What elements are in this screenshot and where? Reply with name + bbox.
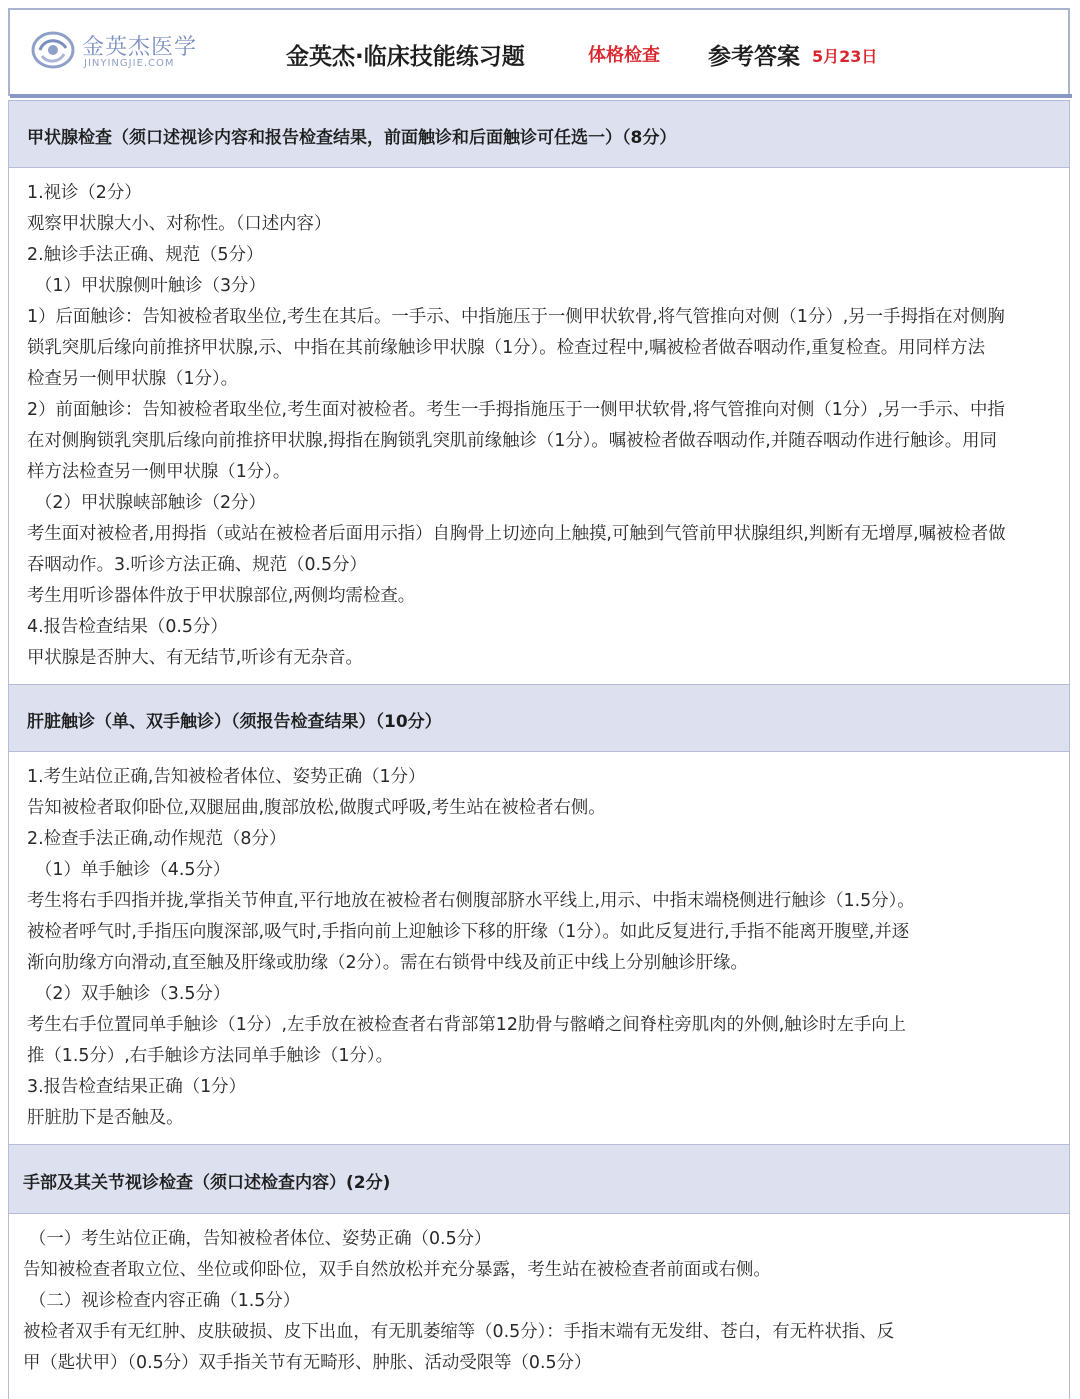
logo-icon	[30, 30, 76, 70]
section-title: 甲状腺检查（须口述视诊内容和报告检查结果，前面触诊和后面触诊可任选一）（8分）	[27, 128, 677, 148]
logo-subtext: JINYINGJIE.COM	[84, 58, 175, 69]
text-line: 被检者呼气时,手指压向腹深部,吸气时,手指向前上迎触诊下移的肝缘（1分）。如此反复进行,手指不能离开腹壁,并逐	[27, 922, 910, 942]
text-line: 样方法检查另一侧甲状腺（1分）。	[27, 462, 291, 482]
text-line: 1.视诊（2分）	[27, 183, 142, 203]
text-line: （二）视诊检查内容正确（1.5分）	[29, 1291, 301, 1311]
brand-logo	[30, 28, 210, 78]
text-line: 甲状腺是否肿大、有无结节,听诊有无杂音。	[27, 648, 363, 668]
text-line: 吞咽动作。3.听诊方法正确、规范（0.5分）	[27, 555, 367, 575]
text-line: （1）甲状腺侧叶触诊（3分）	[35, 276, 266, 296]
date-label: 5月23日	[812, 47, 878, 66]
text-line: 2.检查手法正确,动作规范（8分）	[27, 829, 287, 849]
text-line: 锁乳突肌后缘向前推挤甲状腺,示、中指在其前缘触诊甲状腺（1分）。检查过程中,嘱被检者做吞咽动作,重复检查。用同样方法	[27, 338, 986, 358]
text-line: 在对侧胸锁乳突肌后缘向前推挤甲状腺,拇指在胸锁乳突肌前缘触诊（1分）。嘱被检者做吞咽动作,并随吞咽动作进行触诊。用同	[27, 431, 997, 451]
section-title: 肝脏触诊（单、双手触诊）（须报告检查结果）（10分）	[27, 712, 442, 732]
text-line: （1）单手触诊（4.5分）	[35, 860, 231, 880]
text-line: 考生将右手四指并拢,掌指关节伸直,平行地放在被检者右侧腹部脐水平线上,用示、中指末端桡侧进行触诊（1.5分）。	[27, 891, 915, 911]
text-line: （一）考生站位正确，告知被检者体位、姿势正确（0.5分）	[29, 1229, 492, 1249]
text-line: 3.报告检查结果正确（1分）	[27, 1077, 246, 1097]
section-title: 手部及其关节视诊检查（须口述检查内容）(2分)	[23, 1173, 391, 1193]
section-body-hand	[8, 1214, 1070, 1399]
text-line: 被检者双手有无红肿、皮肤破损、皮下出血，有无肌萎缩等（0.5分）：手指末端有无发绀、苍白，有无杵状指、反	[23, 1322, 895, 1342]
text-line: 告知被检者取仰卧位,双腿屈曲,腹部放松,做腹式呼吸,考生站在被检者右侧。	[27, 798, 606, 818]
document-header	[8, 8, 1070, 96]
header-divider	[10, 94, 1072, 98]
text-line: 考生面对被检者,用拇指（或站在被检者后面用示指）自胸骨上切迹向上触摸,可触到气管前甲状腺组织,判断有无增厚,嘱被检者做	[27, 524, 1006, 544]
section-body-liver	[8, 752, 1070, 1144]
text-line: 考生用听诊器体件放于甲状腺部位,两侧均需检查。	[27, 586, 416, 606]
section-heading-thyroid	[8, 100, 1070, 168]
text-line: 2.触诊手法正确、规范（5分）	[27, 245, 264, 265]
text-line: （2）甲状腺峡部触诊（2分）	[35, 493, 266, 513]
section-heading-liver	[8, 684, 1070, 752]
answer-label: 参考答案	[708, 44, 800, 70]
text-line: 观察甲状腺大小、对称性。（口述内容）	[27, 214, 332, 234]
text-line: 考生右手位置同单手触诊（1分）,左手放在被检查者右背部第12肋骨与髂嵴之间脊柱旁肌肉的外侧,触诊时左手向上	[27, 1015, 907, 1035]
text-line: 推（1.5分）,右手触诊方法同单手触诊（1分）。	[27, 1046, 393, 1066]
text-line: 2）前面触诊：告知被检者取坐位,考生面对被检者。考生一手拇指施压于一侧甲状软骨,将气管推向对侧（1分）,另一手示、中指	[27, 400, 1005, 420]
text-line: 肝脏肋下是否触及。	[27, 1108, 184, 1128]
category-tag: 体格检查	[588, 45, 660, 66]
section-body-thyroid	[8, 168, 1070, 684]
text-line: 检查另一侧甲状腺（1分）。	[27, 369, 239, 389]
logo-text: 金英杰医学	[82, 35, 198, 60]
text-line: （2）双手触诊（3.5分）	[35, 984, 231, 1004]
section-heading-hand	[8, 1144, 1070, 1214]
document-title: 金英杰·临床技能练习题	[286, 44, 525, 70]
document-page	[8, 8, 1070, 1399]
text-line: 1）后面触诊：告知被检者取坐位,考生在其后。一手示、中指施压于一侧甲状软骨,将气管推向对侧（1分）,另一手拇指在对侧胸	[27, 307, 1005, 327]
text-line: 告知被检查者取立位、坐位或仰卧位，双手自然放松并充分暴露，考生站在被检查者前面或右侧。	[23, 1260, 771, 1280]
text-line: 4.报告检查结果（0.5分）	[27, 617, 228, 637]
text-line: 1.考生站位正确,告知被检者体位、姿势正确（1分）	[27, 767, 426, 787]
text-line: 甲（匙状甲）（0.5分）双手指关节有无畸形、肿胀、活动受限等（0.5分）	[23, 1353, 592, 1373]
text-line: 渐向肋缘方向滑动,直至触及肝缘或肋缘（2分）。需在右锁骨中线及前正中线上分别触诊肝缘。	[27, 953, 748, 973]
